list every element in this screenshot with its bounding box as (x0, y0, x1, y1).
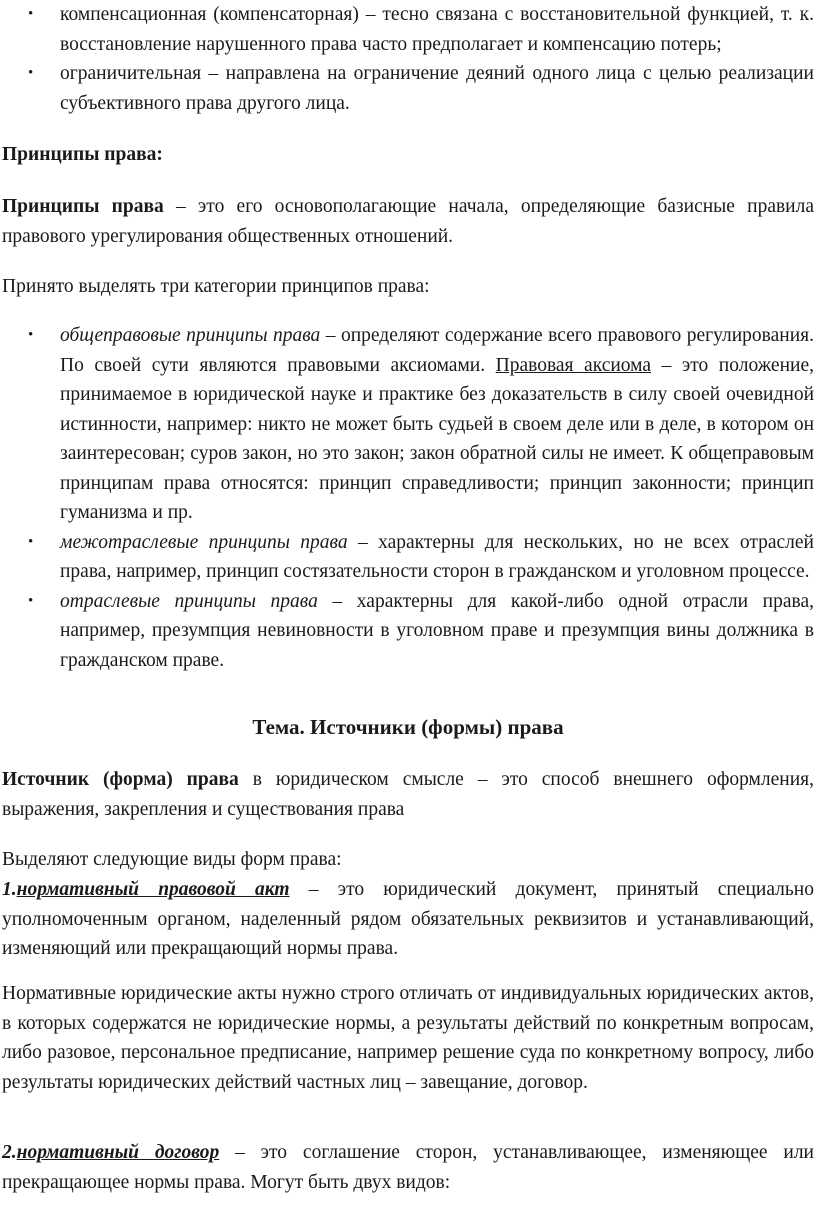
form-number: 1. (2, 879, 17, 900)
list-item: • общеправовые принципы права – определяют содержание всего правового регулирования. По своей сути являются правовыми аксиомами. Правовая аксиома – это положение, принимаемое в юридической науке и практике без доказательств в силу своей очевидной истинности, например: никто не может быть судьей в своем деле или в деле, в котором он заинтересован; суров закон, но это закон; закон обратной силы не имеет. К общеправовым принципам права относятся: принцип справедливости; принцип законности; принцип гуманизма и пр. (0, 321, 816, 528)
form-2-term: нормативный договор (16, 1142, 220, 1163)
legal-axiom-term: Правовая аксиома (495, 354, 652, 376)
bullet-text: компенсационная (компенсаторная) – тесно связана с восстановительной функцией, т. к. восстановление нарушенного права часто предполагает и компенсацию потерь; (60, 4, 814, 55)
principles-definition-text: – это его основополагающие начала, определяющие базисные правила правового урегулирования общественных отношений. (2, 196, 814, 247)
bullet-icon: • (28, 6, 34, 22)
principles-bullet-list (0, 321, 816, 675)
list-item: • межотраслевые принципы права – характерны для нескольких, но не всех отраслей права, например, принцип состязательности сторон в гражданском и уголовном процессе. (0, 528, 816, 587)
categories-intro: Принято выделять три категории принципов права: (2, 276, 430, 297)
form-2-definition: 2.нормативный договор – это соглашение сторон, устанавливающее, изменяющее или прекращающее нормы права. Могут быть двух видов: (2, 1142, 814, 1193)
list-item: • отраслевые принципы права – характерны для какой-либо одной отрасли права, например, презумпция невиновности в уголовном праве и презумпция вины должника в гражданском праве. (0, 587, 816, 676)
principles-definition (2, 192, 814, 251)
source-term: Источник (форма) права (2, 769, 239, 790)
form-number: 2. (2, 1142, 17, 1163)
list-item (0, 0, 816, 59)
principles-heading: Принципы права: (2, 144, 163, 165)
form-1-term: нормативный правовой акт (16, 879, 290, 900)
principle-term: отраслевые принципы права (60, 590, 318, 612)
functions-bullet-list (0, 0, 816, 118)
form-1-definition: 1.нормативный правовой акт – это юридический документ, принятый специально уполномоченным органом, наделенный рядом обязательных реквизитов и устанавливающий, изменяющий или прекращающий нормы права. (2, 879, 814, 959)
bullet-icon: • (28, 533, 34, 550)
forms-intro: Выделяют следующие виды форм права: (2, 849, 342, 870)
bullet-icon: • (28, 592, 34, 609)
acts-paragraph: Нормативные юридические акты нужно строго отличать от индивидуальных юридических актов, в которых содержатся не юридические нормы, а результаты действий по конкретным вопросам, либо разовое, персональное предписание, например решение суда по конкретному вопросу, либо результаты юридических действий частных лиц – завещание, договор. (2, 983, 814, 1093)
principle-term: межотраслевые принципы права (60, 531, 348, 553)
list-item (0, 59, 816, 118)
principles-term: Принципы права (2, 196, 164, 217)
principle-term: общеправовые принципы права (60, 325, 321, 346)
topic-title: Тема. Источники (формы) права (252, 715, 564, 739)
bullet-text: ограничительная – направлена на ограничение деяний одного лица с целью реализации субъективного права другого лица. (60, 63, 814, 114)
bullet-icon: • (28, 65, 34, 81)
source-definition: Источник (форма) права в юридическом смысле – это способ внешнего оформления, выражения, закрепления и существования права (2, 769, 814, 820)
bullet-icon: • (28, 327, 34, 343)
